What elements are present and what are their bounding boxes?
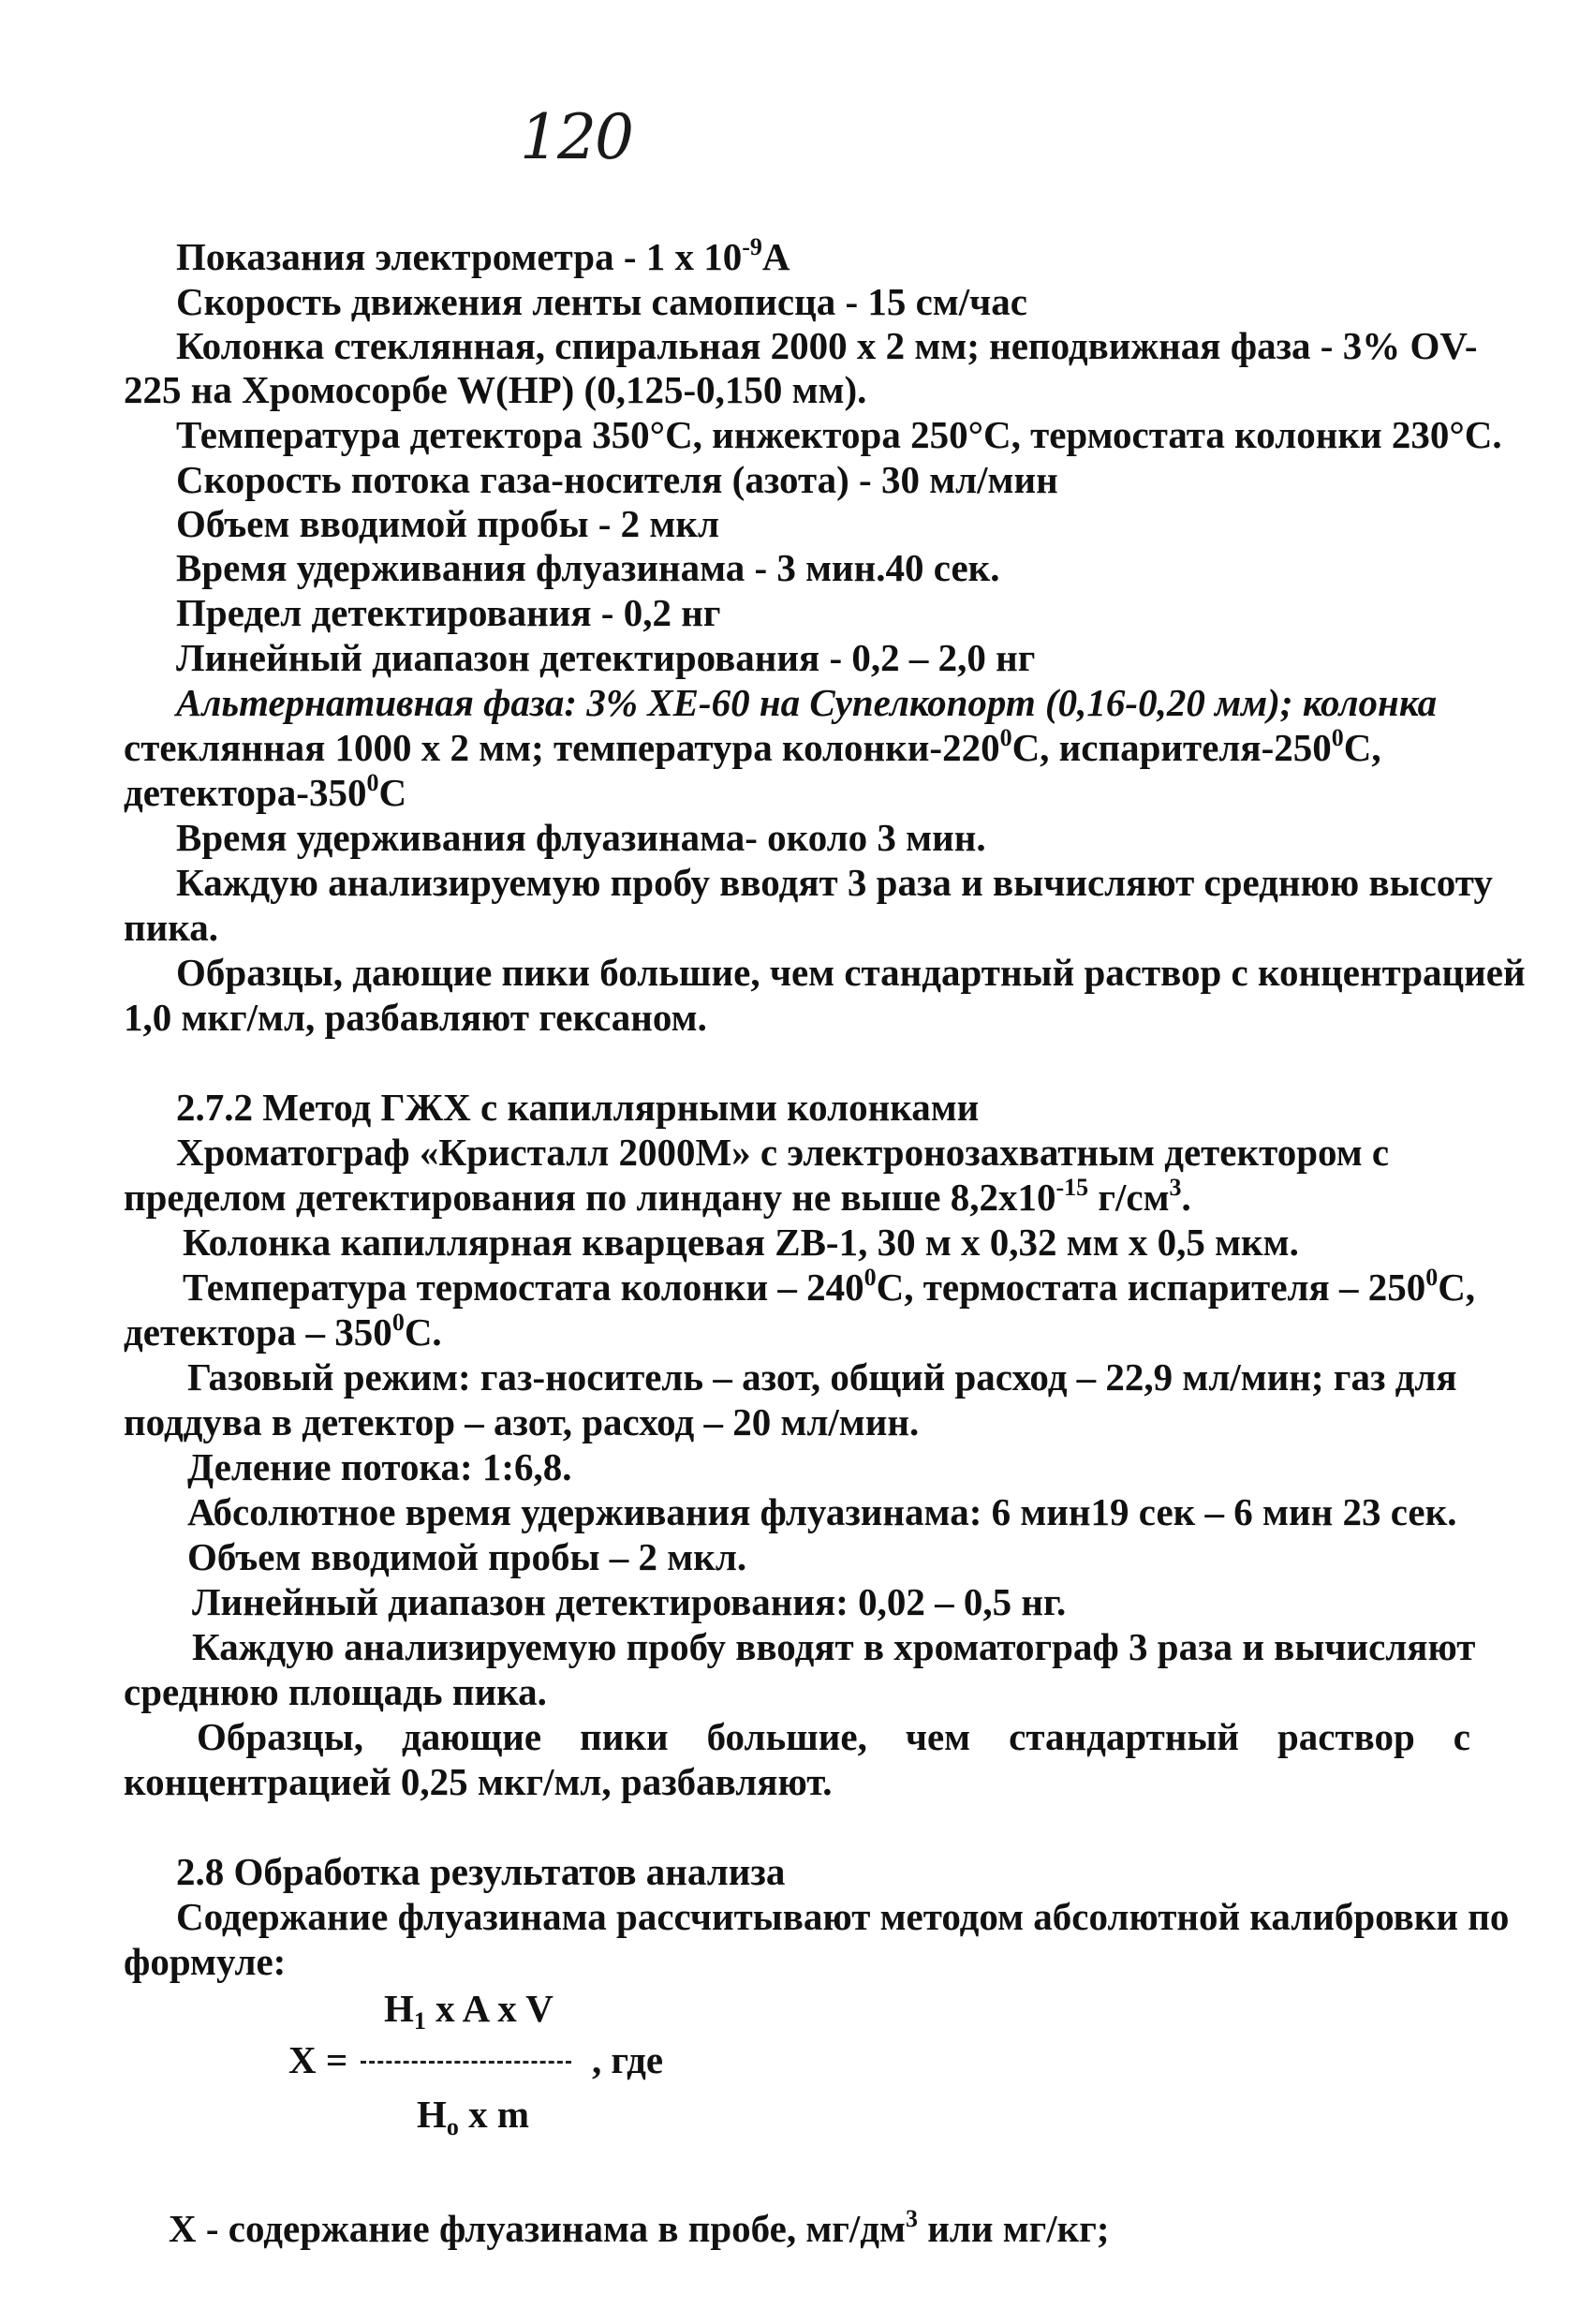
line: Каждую анализируемую пробу вводят 3 раза и вычисляют среднюю высоту (176, 861, 1493, 904)
line: Время удерживания флуазинама - 3 мин.40 сек. (176, 546, 1000, 589)
formula-lhs: X = (288, 2038, 348, 2081)
line: Показания электрометра - 1 х $10^{-9}A$ (176, 233, 790, 278)
line: Абсолютное время удерживания флуазинама: 6 мин19 сек – 6 мин 23 сек. (187, 1490, 1457, 1533)
page-number: 120 (520, 101, 632, 173)
line: Скорость потока газа-носителя (азота) - 30 мл/мин (176, 458, 1058, 501)
line: Альтернативная фаза: 3% XE-60 на Супелкопорт (0,16-0,20 мм); колонка (176, 681, 1438, 724)
line: Линейный диапазон детектирования - 0,2 – 2,0 нг (176, 636, 1036, 679)
line: поддува в детектор – азот, расход – 20 мл/мин. (124, 1400, 920, 1443)
fraction-bar (361, 2061, 571, 2064)
line: среднюю площадь пика. (124, 1670, 547, 1713)
definition-line: X - содержание флуазинама в пробе, $мг/дм^3$ или мг/кг; (169, 2205, 1110, 2250)
line: стеклянная 1000 х 2 мм; температура колонки-$220^0С$, испарителя-$250^0С$, (124, 724, 1381, 769)
line: пределом детектирования по линдану не выше $8,2х10^{-15}$ $г/см^3$. (124, 1174, 1191, 1219)
line: Деление потока: 1:6,8. (187, 1445, 572, 1488)
line: Образцы, дающие пики большие, чем стандартный раствор с (197, 1715, 1470, 1758)
line: Время удерживания флуазинама- около 3 мин. (176, 816, 986, 859)
line: Колонка стеклянная, спиральная 2000 х 2 мм; неподвижная фаза - 3% OV- (176, 324, 1478, 367)
line: Скорость движения ленты самописца - 15 см/час (176, 280, 1027, 323)
line: Образцы, дающие пики большие, чем стандартный раствор с концентрацией (176, 951, 1526, 994)
line: Колонка капиллярная кварцевая ZB-1, 30 м х 0,32 мм х 0,5 мкм. (183, 1221, 1299, 1264)
formula-tail: , где (592, 2038, 664, 2081)
line: детектора – $350^0С$. (124, 1309, 442, 1354)
line: 1,0 мкг/мл, разбавляют гексаном. (124, 996, 707, 1039)
line: Объем вводимой пробы - 2 мкл (176, 502, 719, 545)
line: формуле: (124, 1940, 287, 1983)
line: детектора-$350^0С$ (124, 769, 407, 814)
line: Температура детектора 350°С, инжектора 250°С, термостата колонки 230°С. (176, 413, 1502, 456)
section-heading: 2.8 Обработка результатов анализа (176, 1850, 786, 1893)
line: Хроматограф «Кристалл 2000М» с электронозахватным детектором с (176, 1131, 1390, 1174)
line: 225 на Хромосорбе W(HP) (0,125-0,150 мм). (124, 368, 867, 411)
line: концентрацией 0,25 мкг/мл, разбавляют. (124, 1760, 833, 1803)
line: Каждую анализируемую пробу вводят в хроматограф 3 раза и вычисляют (192, 1625, 1476, 1668)
section-heading: 2.7.2 Метод ГЖХ с капиллярными колонками (176, 1086, 980, 1129)
line: Объем вводимой пробы – 2 мкл. (187, 1535, 747, 1578)
formula-denominator: $H_o$ x m (417, 2093, 530, 2140)
line: Предел детектирования - 0,2 нг (176, 591, 721, 634)
line: пика. (124, 906, 218, 949)
formula-numerator: $H_1$ x A x V (384, 1987, 553, 2035)
line: Температура термостата колонки – $240^0С$, термостата испарителя – $250^0С$, (183, 1264, 1476, 1309)
line: Линейный диапазон детектирования: 0,02 – 0,5 нг. (192, 1580, 1067, 1623)
line: Газовый режим: газ-носитель – азот, общий расход – 22,9 мл/мин; газ для (187, 1355, 1457, 1399)
line: Содержание флуазинама рассчитывают методом абсолютной калибровки по (176, 1895, 1510, 1938)
